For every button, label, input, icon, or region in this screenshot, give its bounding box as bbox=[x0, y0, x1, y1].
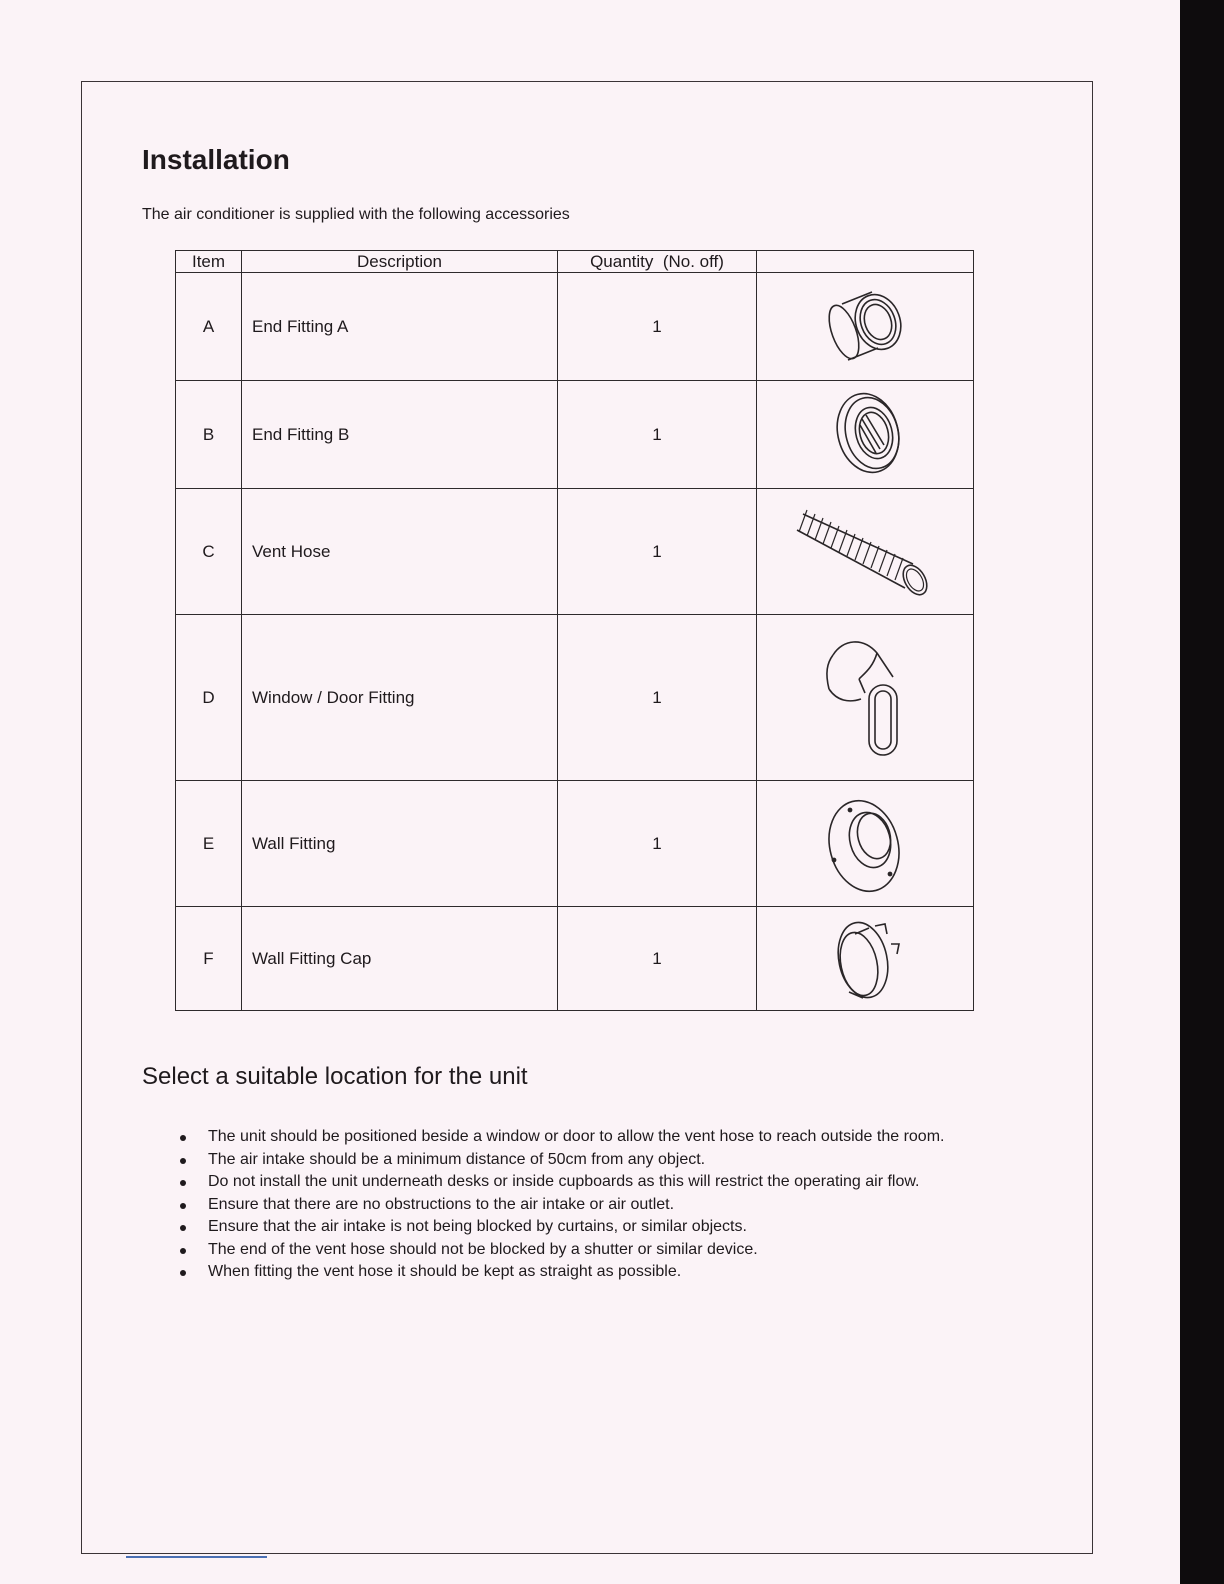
list-item bbox=[176, 1194, 1056, 1217]
bullet-icon bbox=[180, 1180, 186, 1186]
accessories-table bbox=[175, 250, 974, 1011]
list-item bbox=[176, 1149, 1056, 1172]
table-row bbox=[176, 615, 974, 781]
vent-hose-drawing bbox=[795, 502, 935, 602]
location-section-title: Select a suitable location for the unit bbox=[142, 1063, 528, 1090]
end-fitting-a-drawing bbox=[820, 282, 910, 372]
item-quantity: 1 bbox=[558, 781, 757, 907]
list-item-text: The air intake should be a minimum distance of 50cm from any object. bbox=[208, 1150, 706, 1168]
list-item-text: Ensure that there are no obstructions to the air intake or air outlet. bbox=[208, 1195, 675, 1213]
page-title: Installation bbox=[142, 144, 290, 175]
item-quantity: 1 bbox=[558, 381, 757, 489]
table-row bbox=[176, 781, 974, 907]
item-description: Wall Fitting Cap bbox=[242, 907, 558, 1011]
bullet-icon bbox=[180, 1248, 186, 1254]
window-door-fitting-drawing bbox=[815, 633, 915, 763]
list-item-text: The unit should be positioned beside a window or door to allow the vent hose to reach outside the room. bbox=[208, 1128, 945, 1145]
item-quantity: 1 bbox=[558, 615, 757, 781]
wall-fitting-drawing bbox=[820, 794, 910, 894]
header-image bbox=[757, 251, 974, 273]
table-row bbox=[176, 489, 974, 615]
item-description: Window / Door Fitting bbox=[242, 615, 558, 781]
item-letter: D bbox=[176, 615, 242, 781]
table-row bbox=[176, 381, 974, 489]
item-description: Wall Fitting bbox=[242, 781, 558, 907]
bullet-icon bbox=[180, 1203, 186, 1209]
item-description: End Fitting B bbox=[242, 381, 558, 489]
intro-text: The air conditioner is supplied with the following accessories bbox=[142, 206, 570, 223]
item-letter: E bbox=[176, 781, 242, 907]
item-letter: A bbox=[176, 273, 242, 381]
table-header-row bbox=[176, 251, 974, 273]
item-description: Vent Hose bbox=[242, 489, 558, 615]
header-quantity: Quantity (No. off) bbox=[558, 251, 757, 273]
bullet-icon bbox=[180, 1270, 186, 1276]
bullet-icon bbox=[180, 1225, 186, 1231]
list-item-text: The end of the vent hose should not be blocked by a shutter or similar device. bbox=[208, 1240, 758, 1258]
bullet-icon bbox=[180, 1158, 186, 1164]
end-fitting-b-drawing bbox=[820, 389, 910, 481]
item-letter: B bbox=[176, 381, 242, 489]
list-item bbox=[176, 1239, 1056, 1262]
list-item-text: When fitting the vent hose it should be kept as straight as possible. bbox=[208, 1263, 682, 1280]
page-edge-shadow bbox=[1180, 0, 1224, 1584]
item-quantity: 1 bbox=[558, 273, 757, 381]
item-letter: C bbox=[176, 489, 242, 615]
footer-rule bbox=[126, 1556, 267, 1558]
list-item bbox=[176, 1171, 1056, 1194]
header-item: Item bbox=[176, 251, 242, 273]
table-row bbox=[176, 907, 974, 1011]
list-item bbox=[176, 1216, 1056, 1239]
wall-fitting-cap-drawing bbox=[825, 914, 905, 1004]
header-description: Description bbox=[242, 251, 558, 273]
list-item-text: Do not install the unit underneath desks or inside cupboards as this will restrict the operating air flow. bbox=[208, 1173, 920, 1190]
location-guidelines-list bbox=[176, 1126, 1056, 1284]
list-item-text: Ensure that the air intake is not being blocked by curtains, or similar objects. bbox=[208, 1218, 747, 1235]
table-row bbox=[176, 273, 974, 381]
item-quantity: 1 bbox=[558, 489, 757, 615]
list-item bbox=[176, 1126, 1056, 1149]
item-description: End Fitting A bbox=[242, 273, 558, 381]
item-quantity: 1 bbox=[558, 907, 757, 1011]
list-item bbox=[176, 1261, 1056, 1284]
bullet-icon bbox=[180, 1135, 186, 1141]
item-letter: F bbox=[176, 907, 242, 1011]
